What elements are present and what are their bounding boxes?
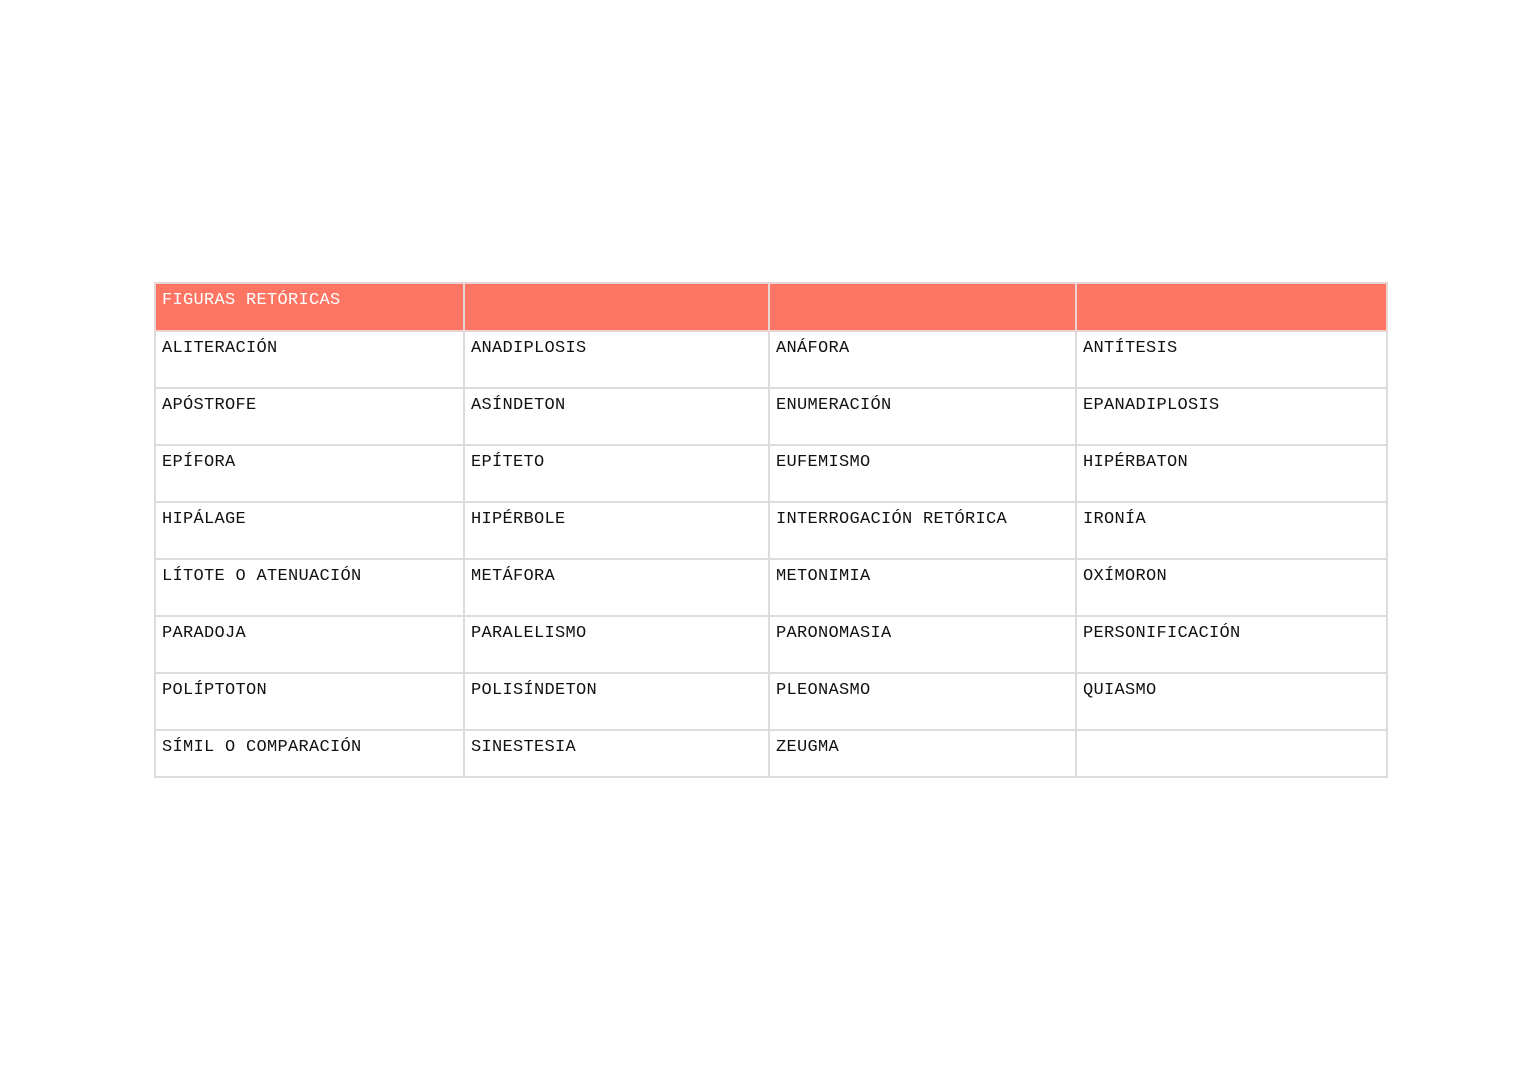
table-cell: EPÍFORA — [155, 445, 464, 502]
table-row — [155, 559, 1387, 616]
table-cell: ENUMERACIÓN — [769, 388, 1076, 445]
table-cell: HIPÁLAGE — [155, 502, 464, 559]
table-row — [155, 502, 1387, 559]
header-cell — [769, 283, 1076, 331]
table-cell — [1076, 730, 1387, 777]
rhetorical-figures-table — [154, 282, 1388, 778]
table-cell: EUFEMISMO — [769, 445, 1076, 502]
table-cell: METÁFORA — [464, 559, 769, 616]
table-cell: EPÍTETO — [464, 445, 769, 502]
table-row — [155, 445, 1387, 502]
table-cell: POLISÍNDETON — [464, 673, 769, 730]
table-row — [155, 673, 1387, 730]
table-row — [155, 331, 1387, 388]
table-cell: SINESTESIA — [464, 730, 769, 777]
table-row — [155, 388, 1387, 445]
table-cell: POLÍPTOTON — [155, 673, 464, 730]
table-cell: HIPÉRBOLE — [464, 502, 769, 559]
table-cell: APÓSTROFE — [155, 388, 464, 445]
table-cell: PARALELISMO — [464, 616, 769, 673]
table-row — [155, 730, 1387, 777]
table-cell: PARONOMASIA — [769, 616, 1076, 673]
table-cell: PLEONASMO — [769, 673, 1076, 730]
table-cell: ZEUGMA — [769, 730, 1076, 777]
figures-table-container — [154, 282, 1386, 778]
table-cell: ANTÍTESIS — [1076, 331, 1387, 388]
table-cell: QUIASMO — [1076, 673, 1387, 730]
table-row — [155, 616, 1387, 673]
table-cell: ANÁFORA — [769, 331, 1076, 388]
header-cell — [1076, 283, 1387, 331]
table-cell: SÍMIL O COMPARACIÓN — [155, 730, 464, 777]
table-cell: OXÍMORON — [1076, 559, 1387, 616]
table-header-row — [155, 283, 1387, 331]
table-cell: PERSONIFICACIÓN — [1076, 616, 1387, 673]
header-cell — [464, 283, 769, 331]
table-cell: ALITERACIÓN — [155, 331, 464, 388]
table-cell: IRONÍA — [1076, 502, 1387, 559]
table-cell: ASÍNDETON — [464, 388, 769, 445]
table-cell: INTERROGACIÓN RETÓRICA — [769, 502, 1076, 559]
table-cell: PARADOJA — [155, 616, 464, 673]
table-title-cell: FIGURAS RETÓRICAS — [155, 283, 464, 331]
table-cell: METONIMIA — [769, 559, 1076, 616]
table-cell: LÍTOTE O ATENUACIÓN — [155, 559, 464, 616]
table-cell: EPANADIPLOSIS — [1076, 388, 1387, 445]
table-cell: ANADIPLOSIS — [464, 331, 769, 388]
table-cell: HIPÉRBATON — [1076, 445, 1387, 502]
